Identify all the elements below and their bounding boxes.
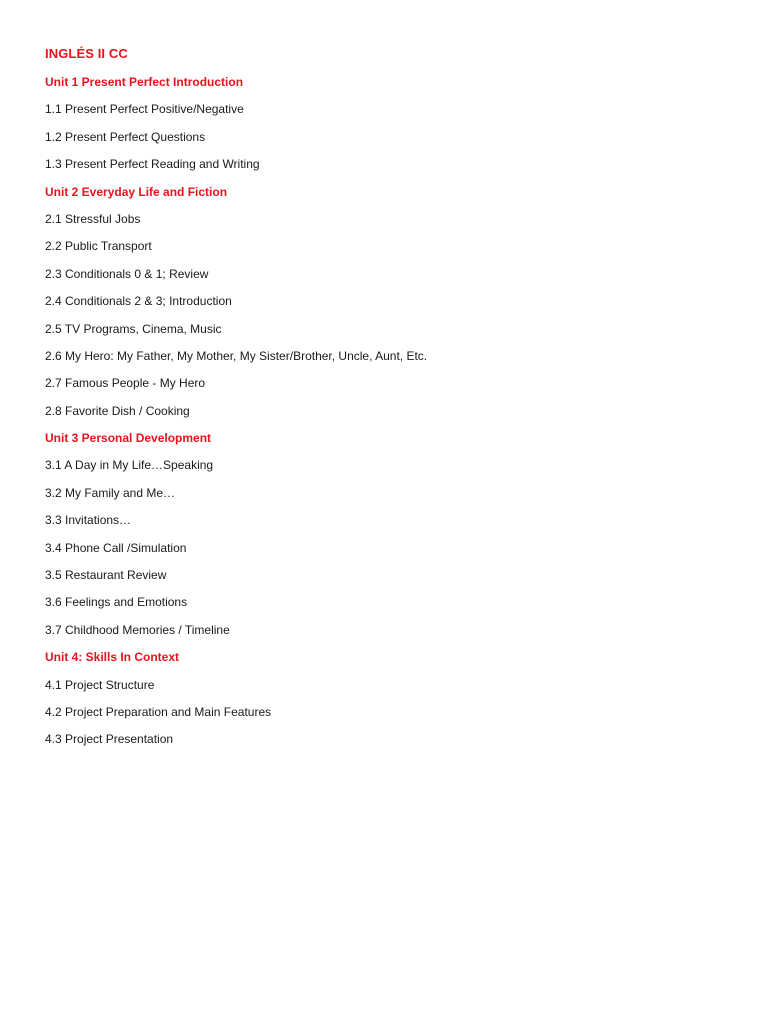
unit-4-heading: Unit 4: Skills In Context <box>45 650 180 665</box>
lesson-1-3: 1.3 Present Perfect Reading and Writing <box>45 157 260 172</box>
lesson-2-5: 2.5 TV Programs, Cinema, Music <box>45 321 222 336</box>
lesson-2-4: 2.4 Conditionals 2 & 3; Introduction <box>45 294 232 309</box>
unit-2-heading: Unit 2 Everyday Life and Fiction <box>45 184 228 199</box>
lesson-3-1: 3.1 A Day in My Life…Speaking <box>45 458 214 473</box>
document-title: INGLÉS II CC <box>45 46 128 61</box>
unit-1-heading: Unit 1 Present Perfect Introduction <box>45 75 244 89</box>
lesson-3-3: 3.3 Invitations… <box>45 513 132 528</box>
lesson-1-1: 1.1 Present Perfect Positive/Negative <box>45 102 244 117</box>
unit-1-section <box>45 72 735 182</box>
unit-4-section <box>45 647 735 757</box>
document-page <box>45 44 735 757</box>
unit-2-section <box>45 182 735 429</box>
lesson-4-1: 4.1 Project Structure <box>45 677 155 692</box>
lesson-2-8: 2.8 Favorite Dish / Cooking <box>45 403 190 418</box>
lesson-4-2: 4.2 Project Preparation and Main Features <box>45 704 272 719</box>
lesson-1-2: 1.2 Present Perfect Questions <box>45 129 206 144</box>
lesson-2-1: 2.1 Stressful Jobs <box>45 211 141 226</box>
lesson-2-6: 2.6 My Hero: My Father, My Mother, My Sister/Brother, Uncle, Aunt, Etc. <box>45 348 428 363</box>
unit-3-heading: Unit 3 Personal Development <box>45 431 212 446</box>
lesson-3-5: 3.5 Restaurant Review <box>45 568 167 583</box>
lesson-3-4: 3.4 Phone Call /Simulation <box>45 540 187 555</box>
lesson-4-3: 4.3 Project Presentation <box>45 732 174 747</box>
lesson-2-2: 2.2 Public Transport <box>45 239 152 254</box>
lesson-3-2: 3.2 My Family and Me… <box>45 485 176 500</box>
unit-3-section <box>45 428 735 647</box>
lesson-2-3: 2.3 Conditionals 0 & 1; Review <box>45 266 209 281</box>
lesson-3-6: 3.6 Feelings and Emotions <box>45 595 188 610</box>
lesson-2-7: 2.7 Famous People - My Hero <box>45 376 206 391</box>
lesson-3-7: 3.7 Childhood Memories / Timeline <box>45 622 230 637</box>
